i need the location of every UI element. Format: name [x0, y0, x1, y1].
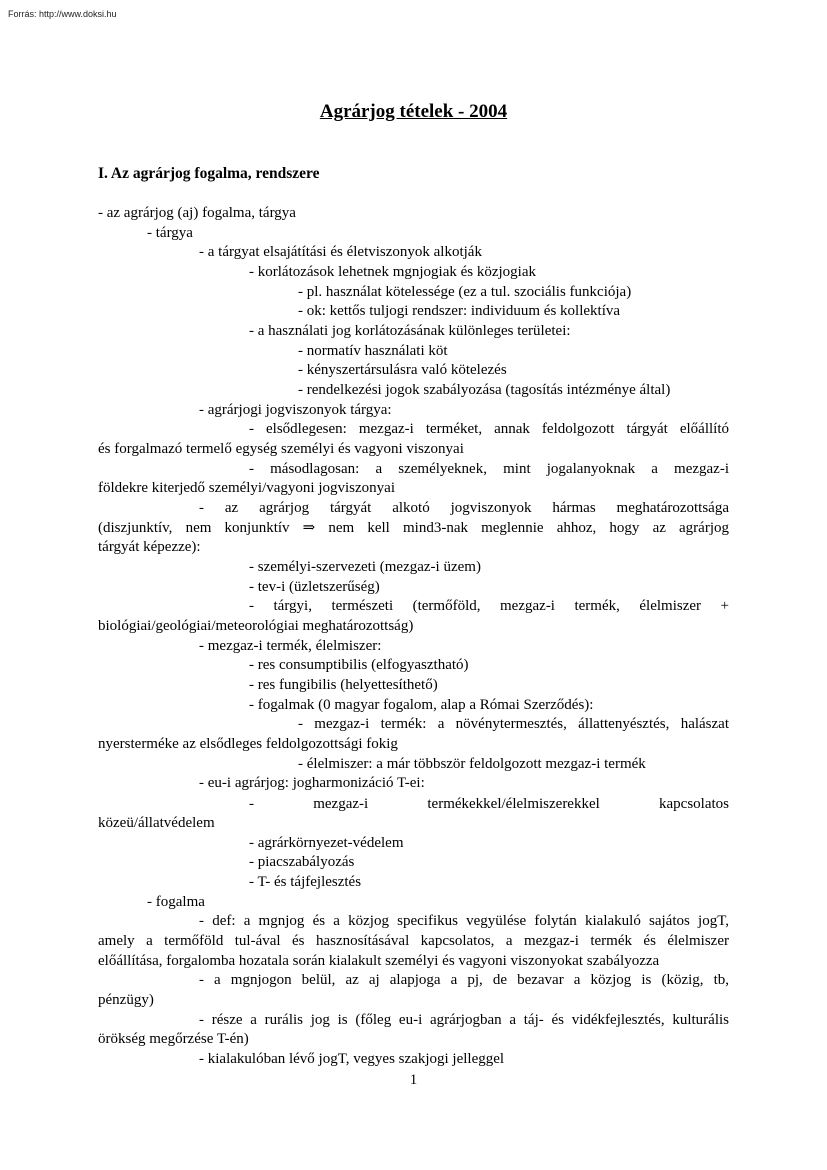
section-heading: I. Az agrárjog fogalma, rendszere [98, 165, 320, 182]
text-line: - kialakulóban lévő jogT, vegyes szakjogi jelleggel [199, 1051, 505, 1067]
page-number: 1 [409, 1072, 418, 1088]
text-line: - másodlagosan: a személyeknek, mint jogalanyoknak a mezgaz-i [249, 461, 729, 477]
text-line: örökség megőrzése T-én) [98, 1031, 249, 1047]
text-line: - része a rurális jog is (főleg eu-i agrárjogban a táj- és vidékfejlesztés, kulturális [199, 1012, 729, 1028]
text-line: - az agrárjog (aj) fogalma, tárgya [98, 205, 296, 221]
text-line: közeü/állatvédelem [98, 815, 215, 831]
text-line: - tárgyi, természeti (termőföld, mezgaz-i termék, élelmiszer + [249, 598, 729, 614]
text-line: - mezgaz-i termék, élelmiszer: [199, 638, 382, 654]
text-line: (diszjunktív, nem konjunktív ⇒ nem kell mind3-nak meglennie ahhoz, hogy az agrárjog [98, 520, 729, 536]
text-line: - tárgya [147, 225, 193, 241]
text-line: - piacszabályozás [249, 854, 355, 870]
text-line: - élelmiszer: a már többször feldolgozott mezgaz-i termék [298, 756, 646, 772]
text-line: - az agrárjog tárgyát alkotó jogviszonyok hármas meghatározottsága [199, 500, 729, 516]
text-line: - korlátozások lehetnek mgnjogiak és közjogiak [249, 264, 536, 280]
text-line: és forgalmazó termelő egység személyi és vagyoni viszonyai [98, 441, 464, 457]
text-line: - tev-i (üzletszerűség) [249, 579, 380, 595]
source-note: Forrás: http://www.doksi.hu [8, 9, 117, 19]
text-line: - T- és tájfejlesztés [249, 874, 362, 890]
text-line: - mezgaz-i termék: a növénytermesztés, állattenyésztés, halászat [298, 716, 729, 732]
text-line: - fogalmak (0 magyar fogalom, alap a Római Szerződés): [249, 697, 594, 713]
text-line: - normatív használati köt [298, 343, 448, 359]
text-line: pénzügy) [98, 992, 154, 1008]
text-line: - pl. használat kötelessége (ez a tul. szociális funkciója) [298, 284, 632, 300]
text-line: - agrárjogi jogviszonyok tárgya: [199, 402, 392, 418]
text-line: - res fungibilis (helyettesíthető) [249, 677, 438, 693]
text-line: tárgyát képezze): [98, 539, 201, 555]
text-line: - agrárkörnyezet-védelem [249, 835, 404, 851]
text-line: - kényszertársulásra való kötelezés [298, 362, 507, 378]
text-line: - a használati jog korlátozásának különleges területei: [249, 323, 571, 339]
text-line: - elsődlegesen: mezgaz-i terméket, annak feldolgozott tárgyát előállító [249, 421, 729, 437]
text-line: - fogalma [147, 894, 205, 910]
text-line: - személyi-szervezeti (mezgaz-i üzem) [249, 559, 481, 575]
document-title: Agrárjog tételek - 2004 [319, 101, 508, 122]
text-line: - def: a mgnjog és a közjog specifikus vegyülése folytán kialakuló sajátos jogT, [199, 913, 729, 929]
text-line: - a tárgyat elsajátítási és életviszonyok alkotják [199, 244, 482, 260]
text-line: - rendelkezési jogok szabályozása (tagosítás intézménye által) [298, 382, 671, 398]
text-line: - ok: kettős tuljogi rendszer: individuum és kollektíva [298, 303, 621, 319]
text-line: amely a termőföld tul-ával és hasznosításával kapcsolatos, a mezgaz-i termék és élelmiszer [98, 933, 729, 949]
text-line: nyersterméke az elsődleges feldolgozottsági fokig [98, 736, 398, 752]
text-line: - mezgaz-i termékekkel/élelmiszerekkel kapcsolatos [249, 796, 729, 812]
text-line: - res consumptibilis (elfogyasztható) [249, 657, 469, 673]
text-line: földekre kiterjedő személyi/vagyoni jogviszonyai [98, 480, 395, 496]
text-line: - eu-i agrárjog: jogharmonizáció T-ei: [199, 775, 425, 791]
text-line: biológiai/geológiai/meteorológiai meghatározottság) [98, 618, 414, 634]
text-line: - a mgnjogon belül, az aj alapjoga a pj, de bezavar a közjog is (közig, tb, [199, 972, 729, 988]
text-line: előállítása, forgalomba hozatala során kialakult személyi és vagyoni viszonyokat szabályozza [98, 953, 660, 969]
